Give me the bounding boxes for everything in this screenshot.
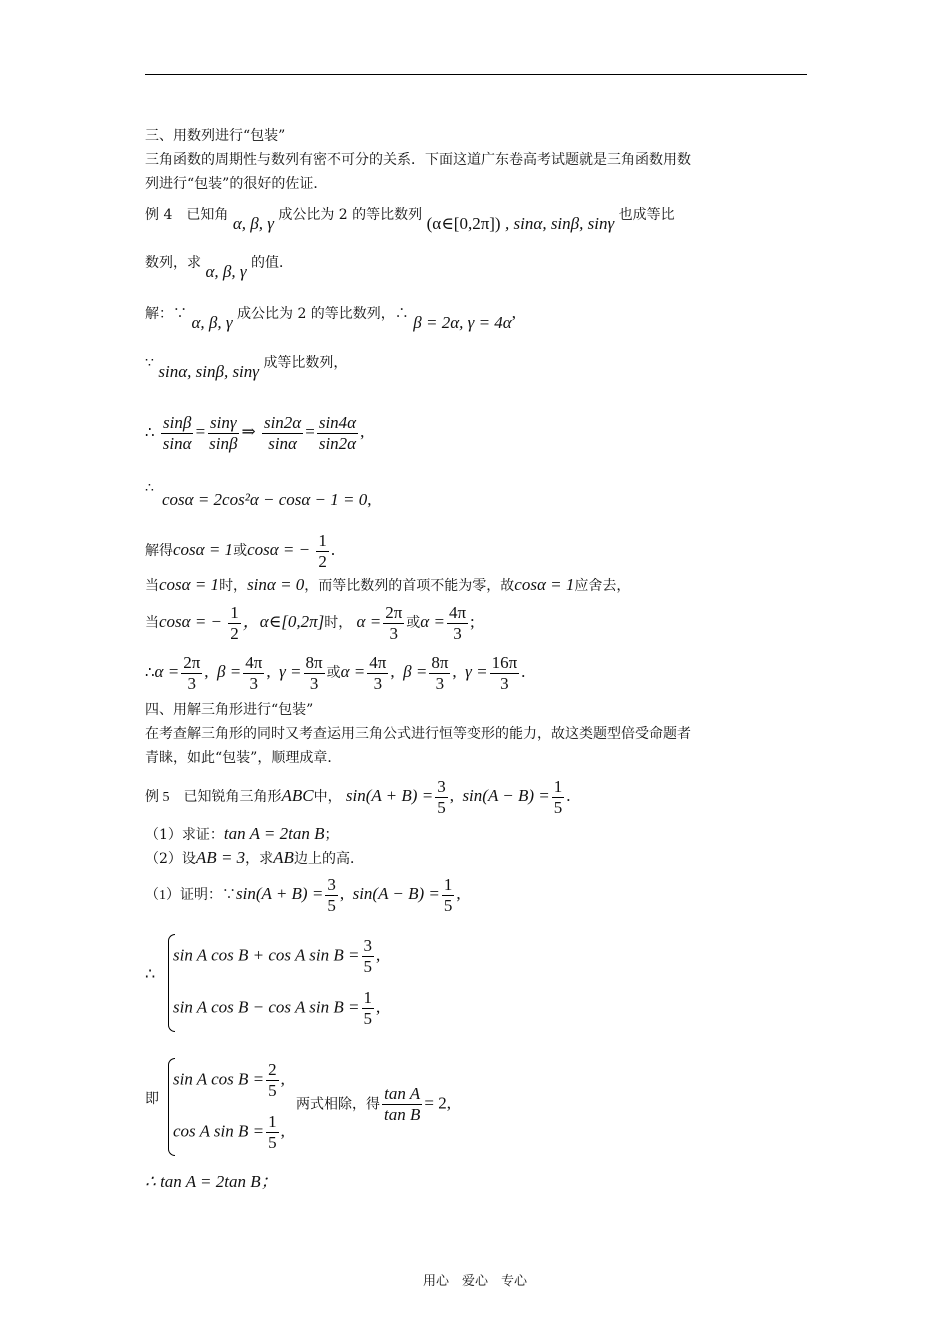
header-rule — [145, 74, 807, 75]
section-4-heading: 四、用解三角形进行“包装” — [145, 702, 314, 718]
when-cos-half: 当cosα = − $\frac{1}{2}$ ，α∈[0,2π]时， α = $\frac{2\pi}{3}$ 或α = $\frac{4\pi}{3}$ ; — [145, 602, 475, 643]
system-1-row-2: sin A cos B − cos A sin B = $\frac{1}{5}$ , — [173, 988, 381, 1028]
sin-beta: sinβ — [550, 214, 580, 233]
sin-gamma: sinγ — [587, 214, 615, 233]
section-3-heading: 三、用数列进行“包装” — [145, 128, 286, 144]
system-2-row-1: sin A cos B = $\frac{2}{5}$ , — [173, 1060, 285, 1100]
page-footer: 用心 爱心 专心 — [422, 1274, 527, 1289]
example-5-line: 例 5 已知锐角三角形ABC中， sin(A + B) = $\frac{3}{5}$ , sin(A − B) = $\frac{1}{5}$ . — [145, 776, 571, 817]
question-1: （1）求证：tan A = 2tan B； — [145, 824, 339, 843]
question-2: （2）设AB = 3，求AB边上的高． — [145, 848, 364, 867]
solution-line-1: 解：∵ α, β, γ 成公比为 2 的等比数列，∴ β = 2α, γ = 4α, — [145, 303, 516, 332]
angle-vars: α, β, γ — [232, 214, 274, 233]
example-4-label: 例 4 已知角 — [145, 207, 229, 223]
system-1-row-1: sin A cos B + cos A sin B = $\frac{3}{5}$ , — [173, 936, 381, 976]
section-4-intro-1: 在考查解三角形的同时又考查运用三角公式进行恒等变形的能力，故这类题型倍受命题者 — [145, 726, 691, 742]
divide-line: 两式相除，得 $\frac{\text{tan A}}{\text{tan B}}$ = 2, — [296, 1084, 451, 1124]
when-cos-1: 当cosα = 1时，sinα = 0，而等比数列的首项不能为零，故cosα = 1应舍去， — [145, 575, 631, 594]
section-3-intro-2: 列进行“包装”的很好的佐证． — [145, 176, 328, 192]
conclusion-line: ∴ tan A = 2tan B； — [145, 1172, 278, 1191]
section-4-intro-2: 青睐，如此“包装”，顺理成章． — [145, 750, 342, 766]
final-angles: ∴α = $\frac{2\pi}{3}$ , β = $\frac{4\pi}{3}$ , γ = $\frac{8\pi}{3}$ 或α = $\frac{4\pi}{3}$ , β = $\frac{8\pi}{3}$ , γ = $\frac{16\pi}{3}$ . — [145, 652, 526, 693]
therefore-cos: ∴ — [145, 480, 154, 496]
proof-line: （1）证明：∵sin(A + B) = $\frac{3}{5}$ , sin(A − B) = $\frac{1}{5}$ , — [145, 874, 461, 915]
system-2-row-2: cos A sin B = $\frac{1}{5}$ , — [173, 1112, 285, 1152]
ratio-condition: 成公比为 2 的等比数列 — [278, 207, 423, 223]
therefore-system-1: ∴ — [145, 964, 156, 983]
solution-line-2: ∵ sinα, sinβ, sinγ 成等比数列， — [145, 355, 348, 381]
example-4-line-1: 例 4 已知角 α, β, γ 成公比为 2 的等比数列 (α∈[0,2π]) , sinα, sinβ, sinγ 也成等比 — [145, 207, 675, 233]
solve-line: 解得cosα = 1或cosα = − $\frac{1}{2}$ . — [145, 530, 336, 571]
beta-gamma-relation: β = 2α, γ = 4α — [413, 313, 512, 332]
also-text: 也成等比 — [618, 207, 675, 223]
sin-alpha: sinα — [513, 214, 543, 233]
section-3-intro-1: 三角函数的周期性与数列有密不可分的关系．下面这道广东卷高考试题就是三角函数用数 — [145, 152, 691, 168]
sin-triple: sinα, sinβ, sinγ — [158, 362, 259, 381]
alpha-range: (α∈[0,2π]) — [426, 214, 501, 233]
example-4-line-2: 数列，求 α, β, γ 的值． — [145, 255, 293, 281]
ji-label: 即 — [145, 1091, 159, 1107]
cos-equation: cosα = 2cos²α − cosα − 1 = 0, — [162, 490, 372, 509]
angle-vars-2: α, β, γ — [205, 262, 247, 281]
ratio-equation: ∴ $\frac{\sin\beta}{\sin\alpha}$ = $\frac{\sin\gamma}{\sin\beta}$ ⇒ $\frac{\sin 2\alpha}{\sin\alpha}$ = $\frac{\sin 4\alpha}{\sin 2\alpha}$ , — [145, 412, 365, 453]
